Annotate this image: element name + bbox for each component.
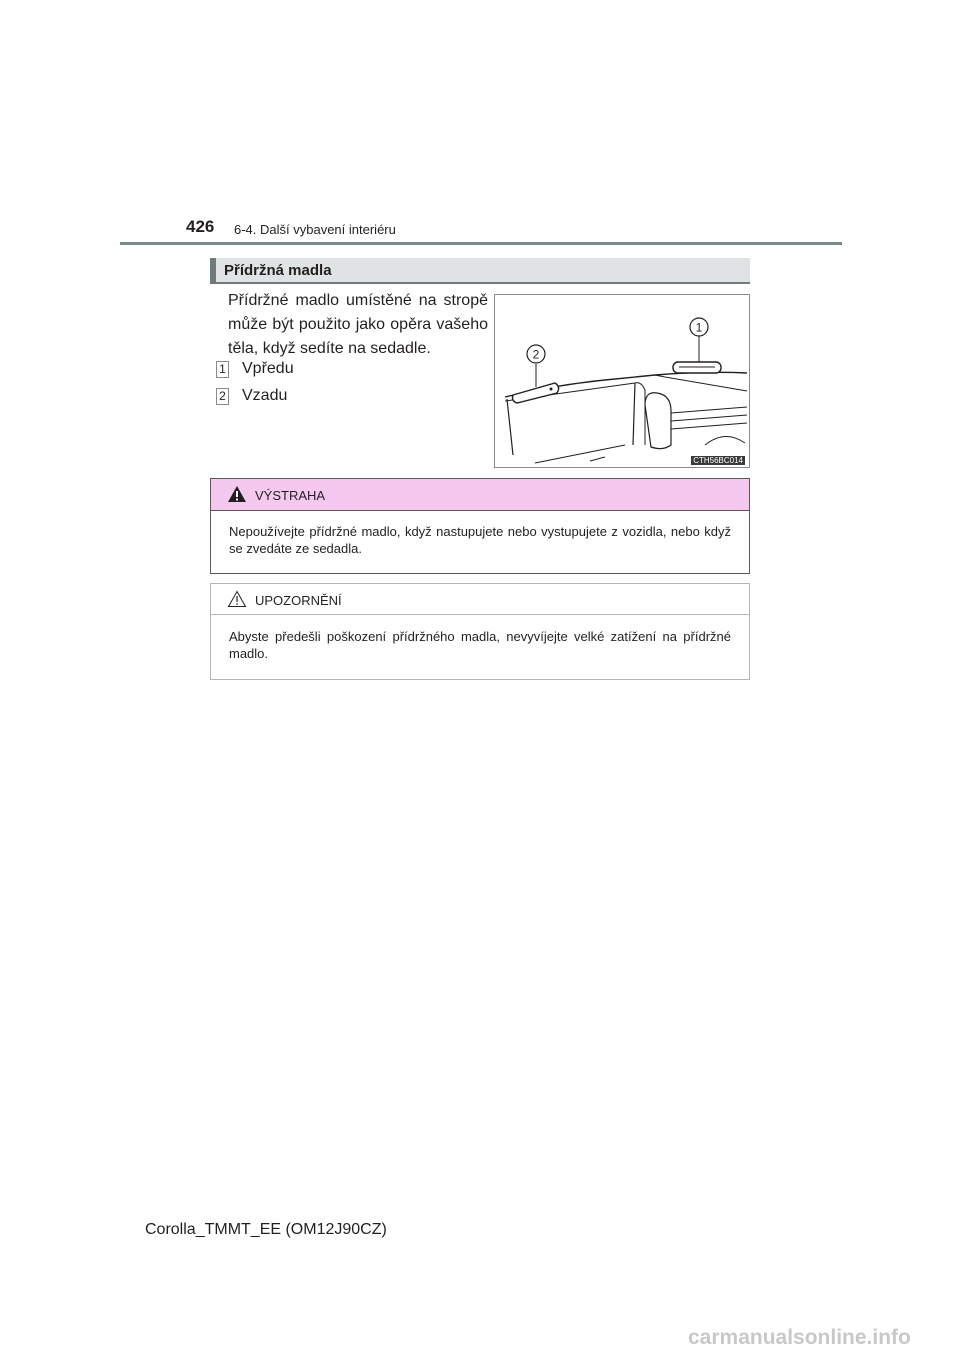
figure-code: CTH56BC014 (693, 456, 743, 465)
warning-triangle-icon (227, 485, 247, 503)
section-title: 6-4. Další vybavení interiéru (234, 222, 396, 237)
caution-title: UPOZORNĚNÍ (255, 593, 342, 608)
item-number-box: 2 (216, 388, 229, 405)
warning-box (210, 478, 750, 574)
callout-2: 2 (532, 347, 540, 362)
caution-triangle-icon (227, 590, 247, 608)
car-interior-illustration (495, 295, 749, 467)
footer-model: Corolla_TMMT_EE (OM12J90CZ) (145, 1221, 387, 1238)
intro-paragraph: Přídržné madlo umístěné na stropě může být použito jako opěra vašeho těla, když sedíte na sedadle. (228, 292, 488, 357)
item-number-box: 1 (216, 361, 229, 378)
item-label: Vzadu (242, 387, 288, 404)
warning-header (211, 479, 749, 511)
caution-box (210, 583, 750, 680)
list-item-front (216, 359, 294, 379)
page-number: 426 (186, 217, 215, 236)
section-heading-bar (210, 258, 750, 284)
item-label: Vpředu (242, 360, 294, 377)
heading-accent (210, 258, 216, 282)
caution-text: Abyste předešli poškození přídržného madla, nevyvíjejte velké zatížení na přídržné madlo. (229, 629, 731, 661)
header-rule (120, 242, 842, 245)
caution-header (211, 584, 749, 615)
assist-grip-figure (494, 294, 750, 468)
watermark: carmanualsonline.info (688, 1326, 911, 1349)
section-heading: Přídržná madla (224, 262, 332, 279)
warning-title: VÝSTRAHA (255, 488, 326, 503)
list-item-rear (216, 386, 287, 406)
warning-text: Nepoužívejte přídržné madlo, když nastupujete nebo vystupujete z vozidla, nebo když se zvedáte ze sedadla. (229, 524, 731, 556)
callout-1: 1 (695, 320, 703, 335)
